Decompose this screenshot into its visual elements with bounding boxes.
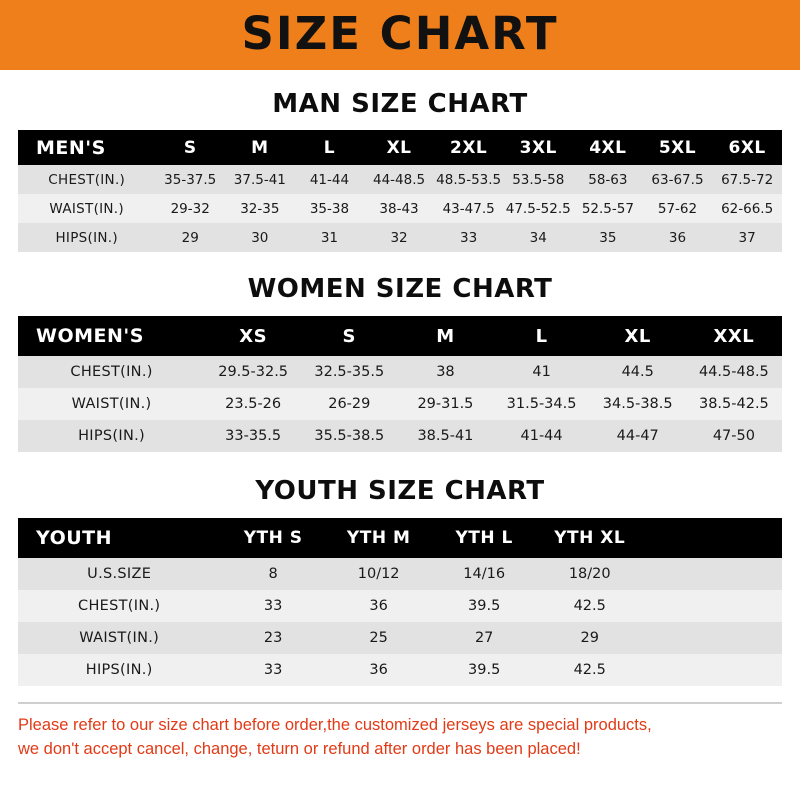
women-col-xl: XL xyxy=(624,325,651,347)
man-waist-4xl: 52.5-57 xyxy=(573,194,643,223)
women-chest-s: 32.5-35.5 xyxy=(301,356,397,388)
page-title: SIZE CHART xyxy=(241,6,559,60)
youth-ussize-s: 8 xyxy=(220,558,326,590)
man-chest-xl: 44-48.5 xyxy=(364,165,434,194)
table-row xyxy=(18,356,782,388)
youth-col-l: YTH L xyxy=(455,528,513,548)
youth-ussize-m: 10/12 xyxy=(326,558,432,590)
man-col-s: S xyxy=(183,137,197,158)
man-chest-5xl: 63-67.5 xyxy=(643,165,713,194)
man-row-label-header: MEN'S xyxy=(36,136,106,159)
table-row xyxy=(18,590,782,622)
women-chest-xl: 44.5 xyxy=(590,356,686,388)
man-waist-3xl: 47.5-52.5 xyxy=(503,194,573,223)
youth-ussize-xl: 18/20 xyxy=(537,558,643,590)
man-waist-2xl: 43-47.5 xyxy=(434,194,504,223)
women-section-title: WOMEN SIZE CHART xyxy=(247,274,553,304)
women-chest-m: 38 xyxy=(397,356,493,388)
man-size-table xyxy=(18,130,782,252)
man-hips-xl: 32 xyxy=(364,223,434,252)
man-chest-l: 41-44 xyxy=(295,165,365,194)
youth-hips-s: 33 xyxy=(220,654,326,686)
women-size-table xyxy=(18,316,782,452)
women-hips-xxl: 47-50 xyxy=(686,420,782,452)
youth-header-row xyxy=(18,518,782,558)
table-row xyxy=(18,420,782,452)
man-row-chest-label: CHEST(IN.) xyxy=(18,165,155,194)
man-col-l: L xyxy=(323,137,336,158)
women-row-waist-label: WAIST(IN.) xyxy=(18,388,205,420)
women-col-s: S xyxy=(342,325,357,347)
man-waist-l: 35-38 xyxy=(295,194,365,223)
man-hips-l: 31 xyxy=(295,223,365,252)
man-hips-6xl: 37 xyxy=(712,223,782,252)
youth-row-hips-label: HIPS(IN.) xyxy=(18,654,220,686)
youth-ussize-l: 14/16 xyxy=(431,558,537,590)
women-chest-xs: 29.5-32.5 xyxy=(205,356,301,388)
man-row-hips-label: HIPS(IN.) xyxy=(18,223,155,252)
youth-size-table xyxy=(18,518,782,686)
youth-section-title: YOUTH SIZE CHART xyxy=(255,476,545,506)
table-row xyxy=(18,654,782,686)
women-hips-xs: 33-35.5 xyxy=(205,420,301,452)
youth-chest-l: 39.5 xyxy=(431,590,537,622)
youth-hips-l: 39.5 xyxy=(431,654,537,686)
youth-row-chest-label: CHEST(IN.) xyxy=(18,590,220,622)
man-hips-3xl: 34 xyxy=(503,223,573,252)
table-row xyxy=(18,388,782,420)
man-chest-6xl: 67.5-72 xyxy=(712,165,782,194)
man-hips-m: 30 xyxy=(225,223,295,252)
youth-row-label-header: YOUTH xyxy=(36,527,113,549)
youth-col-m: YTH M xyxy=(346,528,411,548)
youth-row-ussize-label: U.S.SIZE xyxy=(18,558,220,590)
youth-waist-m: 25 xyxy=(326,622,432,654)
chart-content xyxy=(0,89,800,762)
women-waist-s: 26-29 xyxy=(301,388,397,420)
women-row-hips-label: HIPS(IN.) xyxy=(18,420,205,452)
youth-chest-s: 33 xyxy=(220,590,326,622)
women-waist-xl: 34.5-38.5 xyxy=(590,388,686,420)
man-waist-m: 32-35 xyxy=(225,194,295,223)
table-row xyxy=(18,558,782,590)
women-row-label-header: WOMEN'S xyxy=(36,325,144,347)
women-waist-l: 31.5-34.5 xyxy=(494,388,590,420)
man-row-waist-label: WAIST(IN.) xyxy=(18,194,155,223)
women-hips-s: 35.5-38.5 xyxy=(301,420,397,452)
table-row xyxy=(18,223,782,252)
youth-chest-xl: 42.5 xyxy=(537,590,643,622)
page-banner xyxy=(0,0,800,70)
women-waist-m: 29-31.5 xyxy=(397,388,493,420)
youth-col-spacer xyxy=(642,518,782,558)
women-chest-xxl: 44.5-48.5 xyxy=(686,356,782,388)
man-hips-s: 29 xyxy=(155,223,225,252)
women-chest-l: 41 xyxy=(494,356,590,388)
youth-col-xl: YTH XL xyxy=(554,528,626,548)
footer-note xyxy=(18,702,782,762)
man-chest-3xl: 53.5-58 xyxy=(503,165,573,194)
man-col-m: M xyxy=(251,137,269,158)
man-waist-xl: 38-43 xyxy=(364,194,434,223)
youth-waist-l: 27 xyxy=(431,622,537,654)
women-col-xxl: XXL xyxy=(713,325,755,347)
women-waist-xxl: 38.5-42.5 xyxy=(686,388,782,420)
man-waist-s: 29-32 xyxy=(155,194,225,223)
footer-note-line1: Please refer to our size chart before order,the customized jerseys are special products, xyxy=(18,716,652,734)
youth-hips-spacer xyxy=(642,654,782,686)
man-col-2xl: 2XL xyxy=(450,137,488,158)
youth-hips-m: 36 xyxy=(326,654,432,686)
man-waist-6xl: 62-66.5 xyxy=(712,194,782,223)
youth-waist-spacer xyxy=(642,622,782,654)
man-col-5xl: 5XL xyxy=(658,137,697,158)
women-hips-xl: 44-47 xyxy=(590,420,686,452)
women-header-row xyxy=(18,316,782,356)
women-col-xs: XS xyxy=(239,325,268,347)
man-chest-2xl: 48.5-53.5 xyxy=(434,165,504,194)
youth-col-s: YTH S xyxy=(243,528,303,548)
women-col-l: L xyxy=(535,325,548,347)
table-row xyxy=(18,194,782,223)
man-hips-2xl: 33 xyxy=(434,223,504,252)
man-waist-5xl: 57-62 xyxy=(643,194,713,223)
man-hips-5xl: 36 xyxy=(643,223,713,252)
man-col-xl: XL xyxy=(386,137,412,158)
youth-waist-xl: 29 xyxy=(537,622,643,654)
man-col-3xl: 3XL xyxy=(519,137,557,158)
women-waist-xs: 23.5-26 xyxy=(205,388,301,420)
youth-row-waist-label: WAIST(IN.) xyxy=(18,622,220,654)
man-hips-4xl: 35 xyxy=(573,223,643,252)
man-chest-s: 35-37.5 xyxy=(155,165,225,194)
table-row xyxy=(18,165,782,194)
youth-ussize-spacer xyxy=(642,558,782,590)
youth-hips-xl: 42.5 xyxy=(537,654,643,686)
youth-chest-spacer xyxy=(642,590,782,622)
youth-waist-s: 23 xyxy=(220,622,326,654)
man-chest-4xl: 58-63 xyxy=(573,165,643,194)
man-col-6xl: 6XL xyxy=(728,137,766,158)
man-section-title: MAN SIZE CHART xyxy=(272,89,528,119)
women-hips-m: 38.5-41 xyxy=(397,420,493,452)
footer-note-line2: we don't accept cancel, change, teturn or refund after order has been placed! xyxy=(18,739,581,758)
man-chest-m: 37.5-41 xyxy=(225,165,295,194)
youth-chest-m: 36 xyxy=(326,590,432,622)
man-col-4xl: 4XL xyxy=(589,137,627,158)
women-hips-l: 41-44 xyxy=(494,420,590,452)
women-col-m: M xyxy=(436,325,455,347)
women-row-chest-label: CHEST(IN.) xyxy=(18,356,205,388)
man-header-row xyxy=(18,130,782,165)
table-row xyxy=(18,622,782,654)
